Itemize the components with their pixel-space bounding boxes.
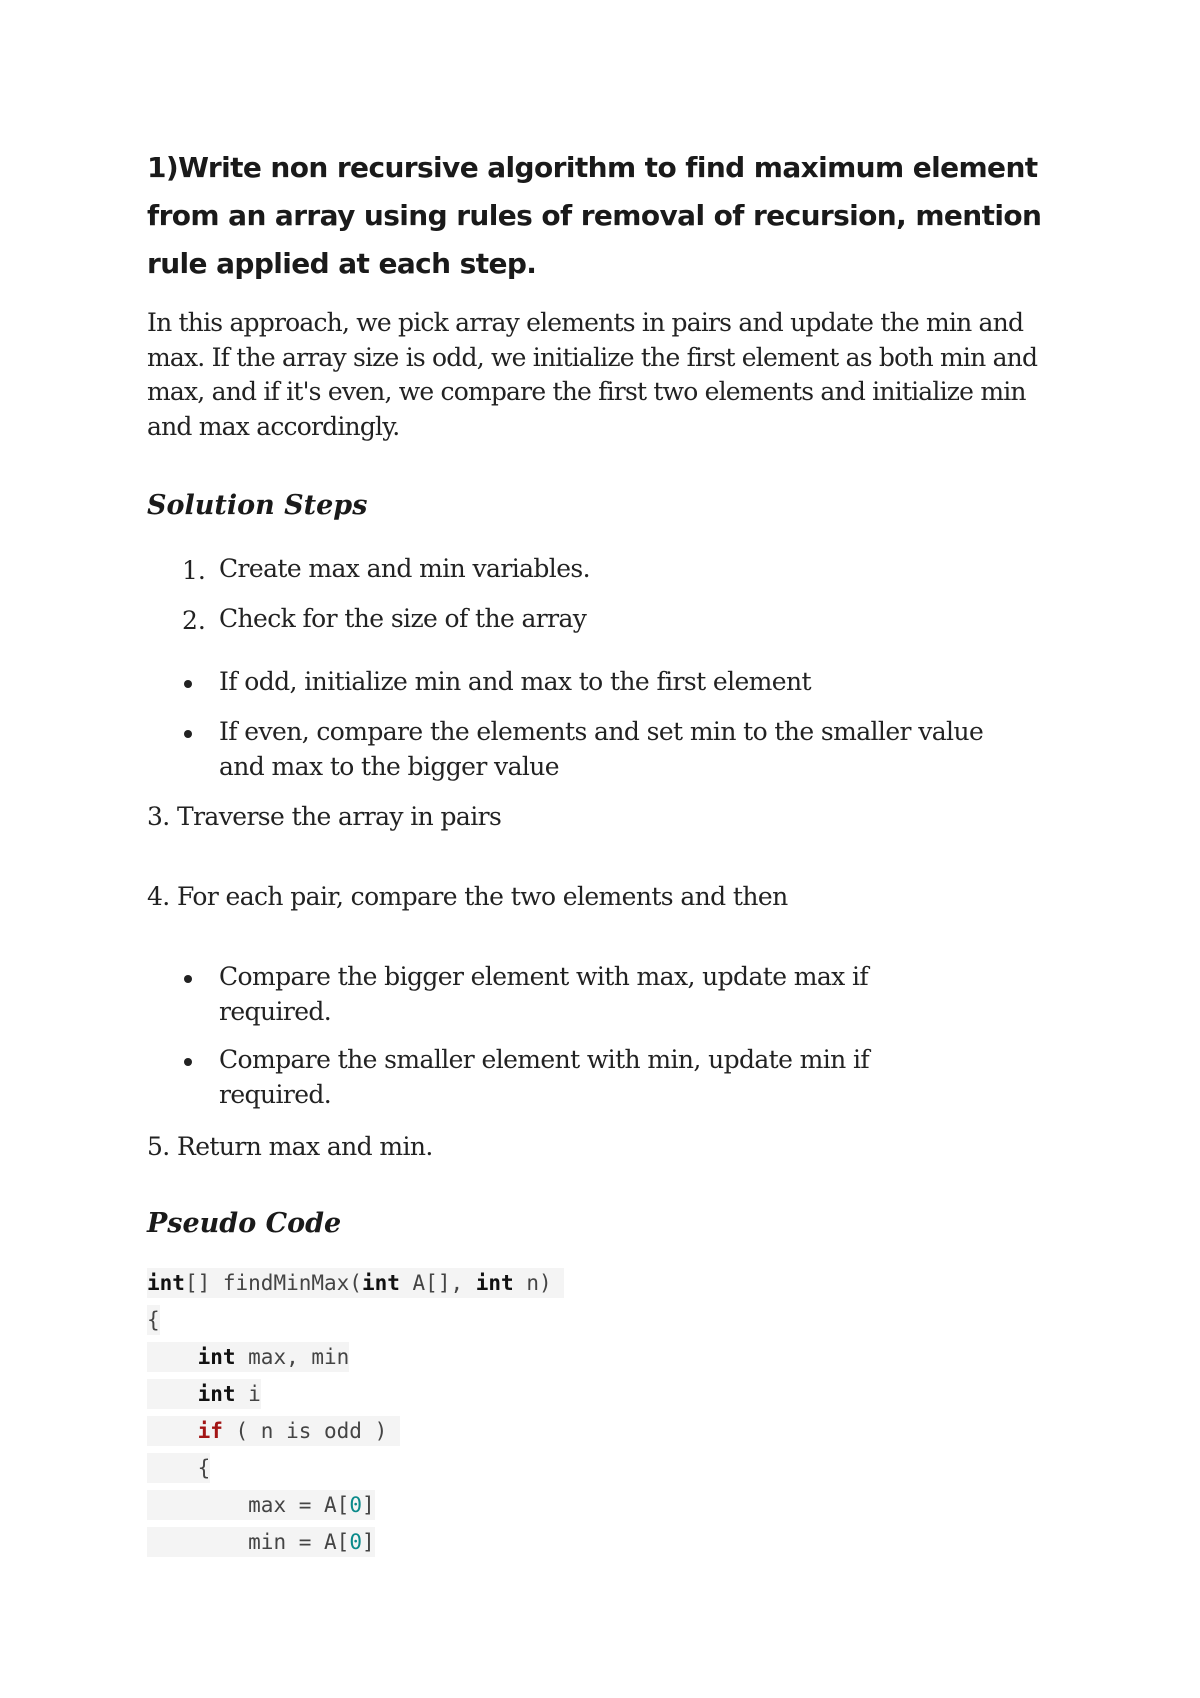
code-keyword: int xyxy=(475,1271,514,1295)
question-title: 1)Write non recursive algorithm to find maximum element from an array using rules of removal of recursion, mention rule applied at each step. xyxy=(147,151,1042,280)
code-number: 0 xyxy=(349,1530,362,1554)
bullet-icon xyxy=(184,975,192,983)
code-keyword: int xyxy=(197,1345,236,1369)
bullet-icon xyxy=(184,730,192,738)
step-5-text: 5. Return max and min. xyxy=(147,1132,433,1161)
bullet-min-text: Compare the smaller element with min, update min if required. xyxy=(219,1045,870,1109)
code-line-8 xyxy=(147,1527,375,1557)
step-2-number: 2. xyxy=(182,606,206,635)
code-text: ] xyxy=(361,1530,375,1554)
intro-paragraph: In this approach, we pick array elements in pairs and update the min and max. If the array size is odd, we initialize the first element as both min and max, and if it's even, we compare the first two elements and initialize min and max accordingly. xyxy=(147,308,1038,441)
code-keyword-if: if xyxy=(197,1419,223,1443)
code-text: max, min xyxy=(235,1345,350,1369)
code-line-7 xyxy=(147,1490,375,1520)
code-line-3 xyxy=(147,1342,349,1372)
code-line-2 xyxy=(147,1305,160,1335)
code-text: i xyxy=(235,1382,261,1406)
code-text: max = A[ xyxy=(248,1493,350,1517)
code-text: n) xyxy=(513,1271,552,1295)
step-2-text: Check for the size of the array xyxy=(219,604,587,633)
code-line-5 xyxy=(147,1416,400,1446)
solution-steps-heading: Solution Steps xyxy=(147,490,368,521)
pseudo-code-heading: Pseudo Code xyxy=(147,1208,342,1239)
code-text: ] xyxy=(361,1493,375,1517)
code-keyword: int xyxy=(197,1382,236,1406)
bullet-icon xyxy=(184,680,192,688)
step-4-text: 4. For each pair, compare the two elements and then xyxy=(147,882,788,911)
code-text: A[], xyxy=(399,1271,476,1295)
code-text: ( n is odd ) xyxy=(222,1419,388,1443)
code-line-1 xyxy=(147,1268,564,1298)
bullet-even-text: If even, compare the elements and set min to the smaller value and max to the bigger value xyxy=(219,717,984,781)
code-text: { xyxy=(147,1308,160,1332)
code-line-6 xyxy=(147,1453,210,1483)
code-text: { xyxy=(197,1456,211,1480)
bullet-icon xyxy=(184,1058,192,1066)
code-line-4 xyxy=(147,1379,261,1409)
code-text: [] findMinMax( xyxy=(184,1271,362,1295)
step-1-text: Create max and min variables. xyxy=(219,554,590,583)
bullet-odd-text: If odd, initialize min and max to the first element xyxy=(219,667,811,696)
step-3-text: 3. Traverse the array in pairs xyxy=(147,802,502,831)
code-number: 0 xyxy=(349,1493,362,1517)
step-1-number: 1. xyxy=(182,556,206,585)
code-keyword: int xyxy=(147,1271,185,1295)
code-keyword: int xyxy=(361,1271,400,1295)
code-text: min = A[ xyxy=(248,1530,350,1554)
bullet-max-text: Compare the bigger element with max, update max if required. xyxy=(219,962,869,1026)
